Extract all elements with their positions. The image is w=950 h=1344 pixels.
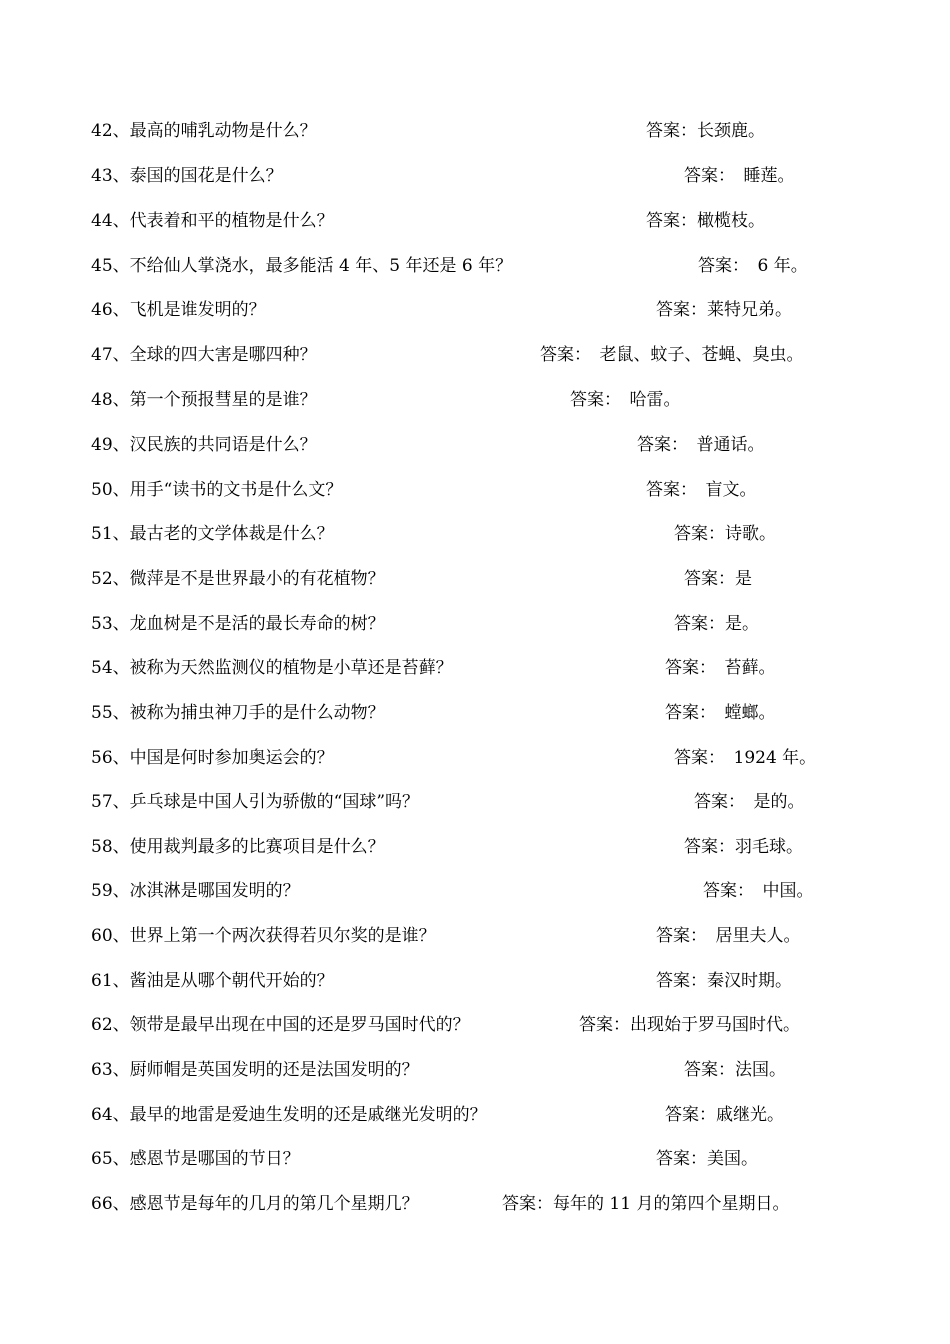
qa-item: [0, 161, 950, 191]
answer-text: 答案： 盲文。: [646, 480, 757, 500]
question-text: 52、微萍是不是世界最小的有花植物？: [91, 569, 385, 589]
answer-text: 答案：秦汉时期。: [656, 971, 792, 991]
question-text: 47、全球的四大害是哪四种？: [91, 345, 317, 365]
qa-item: [0, 206, 950, 236]
question-text: 55、被称为捕虫神刀手的是什么动物？: [91, 703, 385, 723]
question-text: 64、最早的地雷是爱迪生发明的还是戚继光发明的？: [91, 1105, 487, 1125]
qa-item: [0, 430, 950, 460]
answer-text: 答案： 居里夫人。: [656, 926, 801, 946]
qa-item: [0, 787, 950, 817]
answer-text: 答案： 6 年。: [698, 256, 808, 276]
qa-item: [0, 698, 950, 728]
answer-text: 答案：美国。: [656, 1149, 758, 1169]
question-text: 65、感恩节是哪国的节日？: [91, 1149, 300, 1169]
question-text: 44、代表着和平的植物是什么？: [91, 211, 334, 231]
answer-text: 答案： 睡莲。: [684, 166, 795, 186]
question-text: 45、不给仙人掌浇水，最多能活 4 年、5 年还是 6 年？: [91, 256, 513, 276]
qa-item: [0, 743, 950, 773]
qa-item: [0, 653, 950, 683]
question-text: 51、最古老的文学体裁是什么？: [91, 524, 334, 544]
qa-item: [0, 1189, 950, 1219]
qa-item: [0, 876, 950, 906]
qa-item: [0, 832, 950, 862]
answer-text: 答案： 老鼠、蚊子、苍蝇、臭虫。: [540, 345, 804, 365]
answer-text: 答案：戚继光。: [665, 1105, 784, 1125]
qa-item: [0, 340, 950, 370]
qa-item: [0, 1055, 950, 1085]
answer-text: 答案：出现始于罗马国时代。: [579, 1015, 800, 1035]
answer-text: 答案：莱特兄弟。: [656, 300, 792, 320]
question-text: 59、冰淇淋是哪国发明的？: [91, 881, 300, 901]
answer-text: 答案： 哈雷。: [570, 390, 681, 410]
answer-text: 答案：每年的 11 月的第四个星期日。: [502, 1194, 790, 1214]
qa-item: [0, 116, 950, 146]
answer-text: 答案： 是的。: [694, 792, 805, 812]
qa-item: [0, 295, 950, 325]
question-text: 54、被称为天然监测仪的植物是小草还是苔藓？: [91, 658, 453, 678]
answer-text: 答案： 苔藓。: [665, 658, 776, 678]
answer-text: 答案：法国。: [684, 1060, 786, 1080]
qa-item: [0, 609, 950, 639]
qa-item: [0, 1100, 950, 1130]
qa-item: [0, 921, 950, 951]
question-text: 62、领带是最早出现在中国的还是罗马国时代的？: [91, 1015, 470, 1035]
qa-item: [0, 1010, 950, 1040]
qa-item: [0, 966, 950, 996]
question-text: 46、飞机是谁发明的？: [91, 300, 266, 320]
answer-text: 答案：诗歌。: [674, 524, 776, 544]
answer-text: 答案：羽毛球。: [684, 837, 803, 857]
question-text: 60、世界上第一个两次获得若贝尔奖的是谁？: [91, 926, 436, 946]
answer-text: 答案：橄榄枝。: [646, 211, 765, 231]
question-text: 53、龙血树是不是活的最长寿命的树？: [91, 614, 385, 634]
question-text: 66、感恩节是每年的几月的第几个星期几？: [91, 1194, 419, 1214]
question-text: 58、使用裁判最多的比赛项目是什么？: [91, 837, 385, 857]
answer-text: 答案： 中国。: [703, 881, 814, 901]
question-text: 42、最高的哺乳动物是什么？: [91, 121, 317, 141]
qa-item: [0, 1144, 950, 1174]
question-text: 63、厨师帽是英国发明的还是法国发明的？: [91, 1060, 419, 1080]
qa-item: [0, 475, 950, 505]
question-text: 56、中国是何时参加奥运会的？: [91, 748, 334, 768]
question-text: 43、泰国的国花是什么？: [91, 166, 283, 186]
qa-item: [0, 251, 950, 281]
answer-text: 答案：长颈鹿。: [646, 121, 765, 141]
answer-text: 答案：是。: [674, 614, 759, 634]
qa-item: [0, 519, 950, 549]
question-text: 57、乒乓球是中国人引为骄傲的“国球”吗？: [91, 792, 420, 812]
question-text: 61、酱油是从哪个朝代开始的？: [91, 971, 334, 991]
qa-item: [0, 564, 950, 594]
answer-text: 答案： 普通话。: [637, 435, 765, 455]
answer-text: 答案： 螳螂。: [665, 703, 776, 723]
question-text: 50、用手“读书的文书是什么文？: [91, 480, 343, 500]
qa-item: [0, 385, 950, 415]
question-text: 48、第一个预报彗星的是谁？: [91, 390, 317, 410]
answer-text: 答案： 1924 年。: [674, 748, 817, 768]
answer-text: 答案：是: [684, 569, 752, 589]
question-text: 49、汉民族的共同语是什么？: [91, 435, 317, 455]
